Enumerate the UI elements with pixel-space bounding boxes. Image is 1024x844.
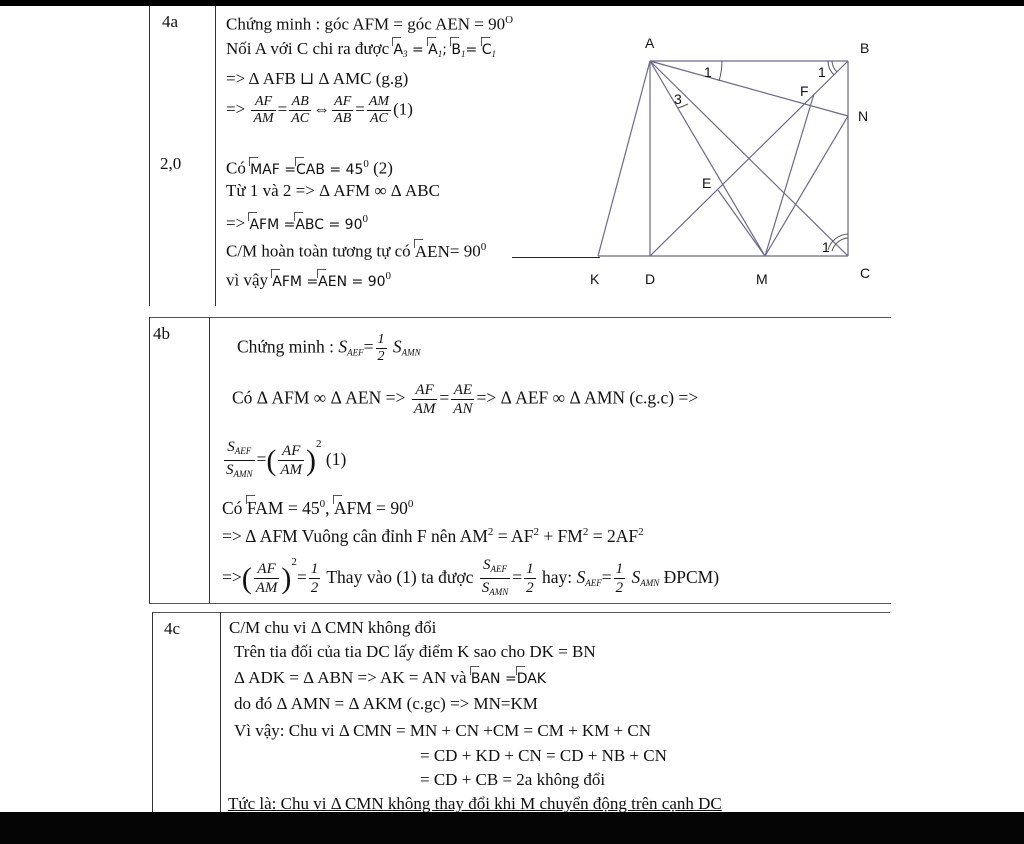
table-border-top-4c [152, 612, 890, 613]
angle-label-c1: 1 [822, 239, 830, 255]
text: = 2AF [588, 525, 639, 546]
angle-symbol: C [481, 42, 492, 58]
proof-4a-line-2 [226, 39, 496, 64]
proof-4b-line-2 [232, 381, 698, 425]
point-label-a: A [645, 35, 655, 51]
text: vì vậy [226, 270, 273, 290]
sub: 1 [437, 49, 443, 59]
angle-label-a3: 3 [674, 91, 682, 107]
proof-4c-line-4: do đó Δ AMN = Δ AKM (c.gc) => MN=KM [234, 694, 538, 713]
text: + FM [538, 525, 583, 546]
sub: AMN [489, 587, 509, 598]
proof-4a-line-4: => $\frac{AF}{AM}$ = $\frac{AB}{AC}$ ⇔ $\frac{AF}{AB}$ = $\frac{AM}{AC}$ (1) [226, 94, 413, 126]
denominator: AN [453, 401, 473, 417]
sup: 0 [319, 498, 326, 510]
proof-4c-line-5: Vì vậy: Chu vi Δ CMN = MN + CN +CM = CM + KM + CN [234, 721, 652, 740]
proof-4c-line-2: Trên tia đối của tia DC lấy điểm K sao cho DK = BN [234, 642, 596, 661]
proof-4a-line-7 [226, 209, 368, 235]
proof-4b-line-4 [222, 494, 413, 518]
numerator: AF [251, 94, 275, 111]
sup: 2 [533, 526, 539, 538]
text: = [439, 387, 450, 408]
text: => [222, 567, 242, 587]
sup: 2 [582, 526, 589, 538]
text: Có [222, 497, 247, 518]
angle-expr: BAN = [470, 671, 517, 687]
text: ; [442, 42, 452, 58]
angle-expr: AFM = 90 [333, 497, 408, 518]
text: = 90 [449, 241, 481, 261]
text: = [256, 449, 267, 469]
geometry-figure [590, 26, 890, 296]
proof-4c-line-1: C/M chu vi Δ CMN không đổi [229, 618, 437, 637]
point-label-k: K [590, 271, 600, 287]
angle-arc-a1 [719, 61, 722, 81]
sub: AMN [640, 578, 660, 588]
numerator: 1 [526, 561, 534, 578]
angle-expr: AEN = 90 [318, 273, 386, 290]
area-symbol: S [631, 567, 641, 587]
proof-4a-line-3: => Δ AFB ⊔ Δ AMC (g.g) [226, 69, 409, 88]
sub: AEF [234, 446, 252, 457]
numerator [224, 438, 255, 461]
sub: 1 [461, 49, 466, 59]
numerator: AE [451, 381, 474, 400]
point-label-d: D [645, 271, 656, 287]
text: Chứng minh : [237, 336, 339, 357]
equation-tag: (1) [325, 449, 347, 469]
document-page [0, 6, 1024, 812]
point-label-e: E [702, 175, 712, 191]
fraction [332, 94, 353, 127]
area-symbol: S [392, 336, 402, 357]
text: Δ ADK = Δ ABN => AK = AN và [234, 668, 471, 687]
text: = [601, 567, 612, 587]
text: = [465, 42, 482, 58]
section-label-4a: 4a [162, 12, 179, 31]
numerator: 1 [310, 561, 319, 578]
section-label-4b: 4b [153, 324, 170, 343]
point-label-m: M [756, 271, 768, 287]
proof-4a-line-8 [226, 237, 486, 262]
table-border-bottom-4b [149, 603, 891, 604]
sub: AMN [401, 347, 421, 358]
proof-4b-line-1 [237, 332, 421, 372]
angle-expr: AFM = [272, 273, 319, 290]
sub: AEF [347, 347, 364, 358]
proof-4a-line-6: Từ 1 và 2 => Δ AFM ∞ Δ ABC [226, 181, 440, 200]
table-border-left-4b [149, 317, 150, 603]
text: (2) [368, 158, 393, 178]
angle-expr: MAF = [250, 161, 296, 178]
area-symbol: S [338, 336, 348, 357]
proof-4c-line-7: = CD + CB = 2a không đổi [420, 770, 606, 789]
angle-symbol: A [393, 42, 404, 58]
denominator [224, 461, 255, 483]
text: Thay vào (1) ta được [326, 567, 474, 587]
proof-4a-line-9 [226, 266, 391, 292]
fraction [376, 332, 387, 365]
sup: 0 [407, 498, 414, 510]
sup: 2 [638, 526, 644, 538]
iff-symbol: ⇔ [313, 99, 331, 119]
proof-4c-line-3 [234, 668, 546, 689]
sup: O [505, 14, 514, 26]
paren-close: ) [281, 561, 292, 595]
angle-label-a1: 1 [704, 64, 712, 80]
text: Có [226, 158, 251, 178]
angle-expr: FAM = 45 [246, 497, 320, 518]
area-symbol: S [483, 557, 491, 574]
sub: 1 [491, 49, 496, 59]
proof-4a-line-1 [226, 10, 513, 35]
angle-label-b1: 1 [818, 64, 826, 80]
sub: 3 [403, 49, 408, 59]
paren-close: ) [306, 443, 317, 477]
text: = AF [493, 525, 534, 546]
paren-open: ( [241, 561, 252, 595]
denominator: 2 [377, 349, 385, 364]
numerator [480, 556, 511, 579]
line-am [650, 61, 765, 256]
sub: AMN [233, 469, 253, 480]
table-border-mid-4c [220, 612, 221, 812]
denominator: AB [334, 111, 352, 126]
fraction [289, 94, 311, 127]
table-border-mid-4a [215, 6, 216, 306]
text: , [325, 497, 334, 518]
sup: 0 [480, 241, 487, 253]
point-label-c: C [860, 265, 871, 281]
exponent: 2 [316, 438, 322, 450]
paren-open: ( [266, 443, 277, 477]
text: = [407, 42, 429, 58]
equation-tag: (1) [393, 99, 413, 119]
fraction [524, 560, 536, 597]
point-label-n: N [858, 108, 869, 124]
denominator: AM [255, 580, 278, 597]
proof-4b-line-5 [222, 522, 644, 546]
line-ak [598, 61, 650, 256]
area-ratio [480, 556, 511, 601]
proof-4a-line-5 [226, 154, 393, 180]
denominator: AC [291, 111, 310, 126]
denominator: AM [253, 111, 274, 126]
text: = [296, 567, 307, 587]
angle-symbol: B [451, 42, 462, 58]
denominator: AM [413, 401, 436, 417]
angle-expr: ABC = 90 [295, 216, 363, 233]
text: hay: [542, 567, 573, 587]
fraction [278, 442, 304, 479]
denominator: 2 [310, 580, 319, 597]
table-border-left-4c [152, 612, 153, 812]
angle-arc-b1 [832, 61, 837, 72]
bottom-bar [0, 812, 1024, 844]
angle-expr: DAK [516, 671, 546, 687]
fraction [309, 560, 321, 597]
denominator: AC [370, 111, 388, 126]
angle-expr: CAB = 45 [295, 161, 364, 178]
table-border-bottom-4a [512, 257, 600, 258]
line-me [718, 190, 765, 256]
fraction [251, 94, 275, 127]
numerator: AB [289, 94, 311, 111]
sub: AEF [585, 578, 602, 588]
text: = [363, 336, 374, 357]
text: => Δ AEF ∞ Δ AMN (c.g.c) => [476, 387, 699, 408]
fraction [412, 381, 438, 418]
text: => Δ AFM Vuông cân đỉnh F nên AM [222, 525, 488, 546]
proof-4b-line-3 [222, 434, 346, 484]
area-ratio [224, 438, 255, 483]
area-symbol: S [226, 462, 234, 479]
fraction [367, 94, 391, 127]
proof-4b-line-6 [222, 552, 719, 600]
text: Chứng minh : góc AFM = góc AEN = 90 [226, 14, 506, 34]
numerator: AF [254, 560, 280, 579]
area-symbol: S [576, 567, 586, 587]
numerator: AM [368, 94, 390, 109]
area-symbol: S [481, 580, 490, 597]
fraction [451, 381, 474, 418]
numerator: AF [334, 94, 352, 109]
numerator: AF [412, 381, 438, 400]
numerator: 1 [615, 561, 624, 578]
proof-4c-line-8: Tức là: Chu vi Δ CMN không thay đổi khi M chuyển động trên cạnh DC [228, 794, 722, 812]
area-symbol: S [227, 439, 235, 456]
score-label-4a: 2,0 [160, 154, 182, 173]
text: => [226, 99, 246, 119]
angle-symbol: A [428, 42, 438, 58]
denominator: 2 [615, 580, 624, 597]
sup: 2 [487, 526, 494, 538]
text: Nối A với C chi ra được [226, 39, 394, 58]
table-border-top-4b [149, 317, 891, 318]
point-label-b: B [860, 40, 870, 56]
section-label-4c: 4c [164, 619, 181, 638]
angle-expr: AFM = [249, 216, 296, 233]
proof-4c-line-6: = CD + KD + CN = CD + NB + CN [420, 746, 667, 765]
text: => [226, 213, 250, 233]
angle-arc-b1-outer [828, 61, 834, 75]
denominator: AM [280, 462, 303, 479]
table-border-mid-4b [209, 317, 210, 603]
numerator: 1 [377, 332, 385, 347]
sub: AEF [490, 564, 507, 575]
sup: 0 [385, 270, 392, 282]
fraction [254, 560, 280, 597]
text: Có Δ AFM ∞ Δ AEN => [232, 387, 406, 408]
table-border-left-4a [149, 6, 150, 306]
numerator: AF [278, 442, 304, 461]
sup: 0 [362, 213, 368, 225]
angle-expr: AEN [414, 241, 450, 261]
exponent: 2 [291, 556, 297, 568]
denominator [480, 579, 511, 601]
fraction [614, 560, 626, 597]
text: ĐPCM) [663, 567, 720, 587]
point-label-f: F [800, 83, 809, 99]
denominator: 2 [526, 580, 534, 597]
text: = [512, 567, 523, 587]
sup: 0 [363, 158, 369, 170]
text: C/M hoàn toàn tương tự có [226, 241, 415, 261]
